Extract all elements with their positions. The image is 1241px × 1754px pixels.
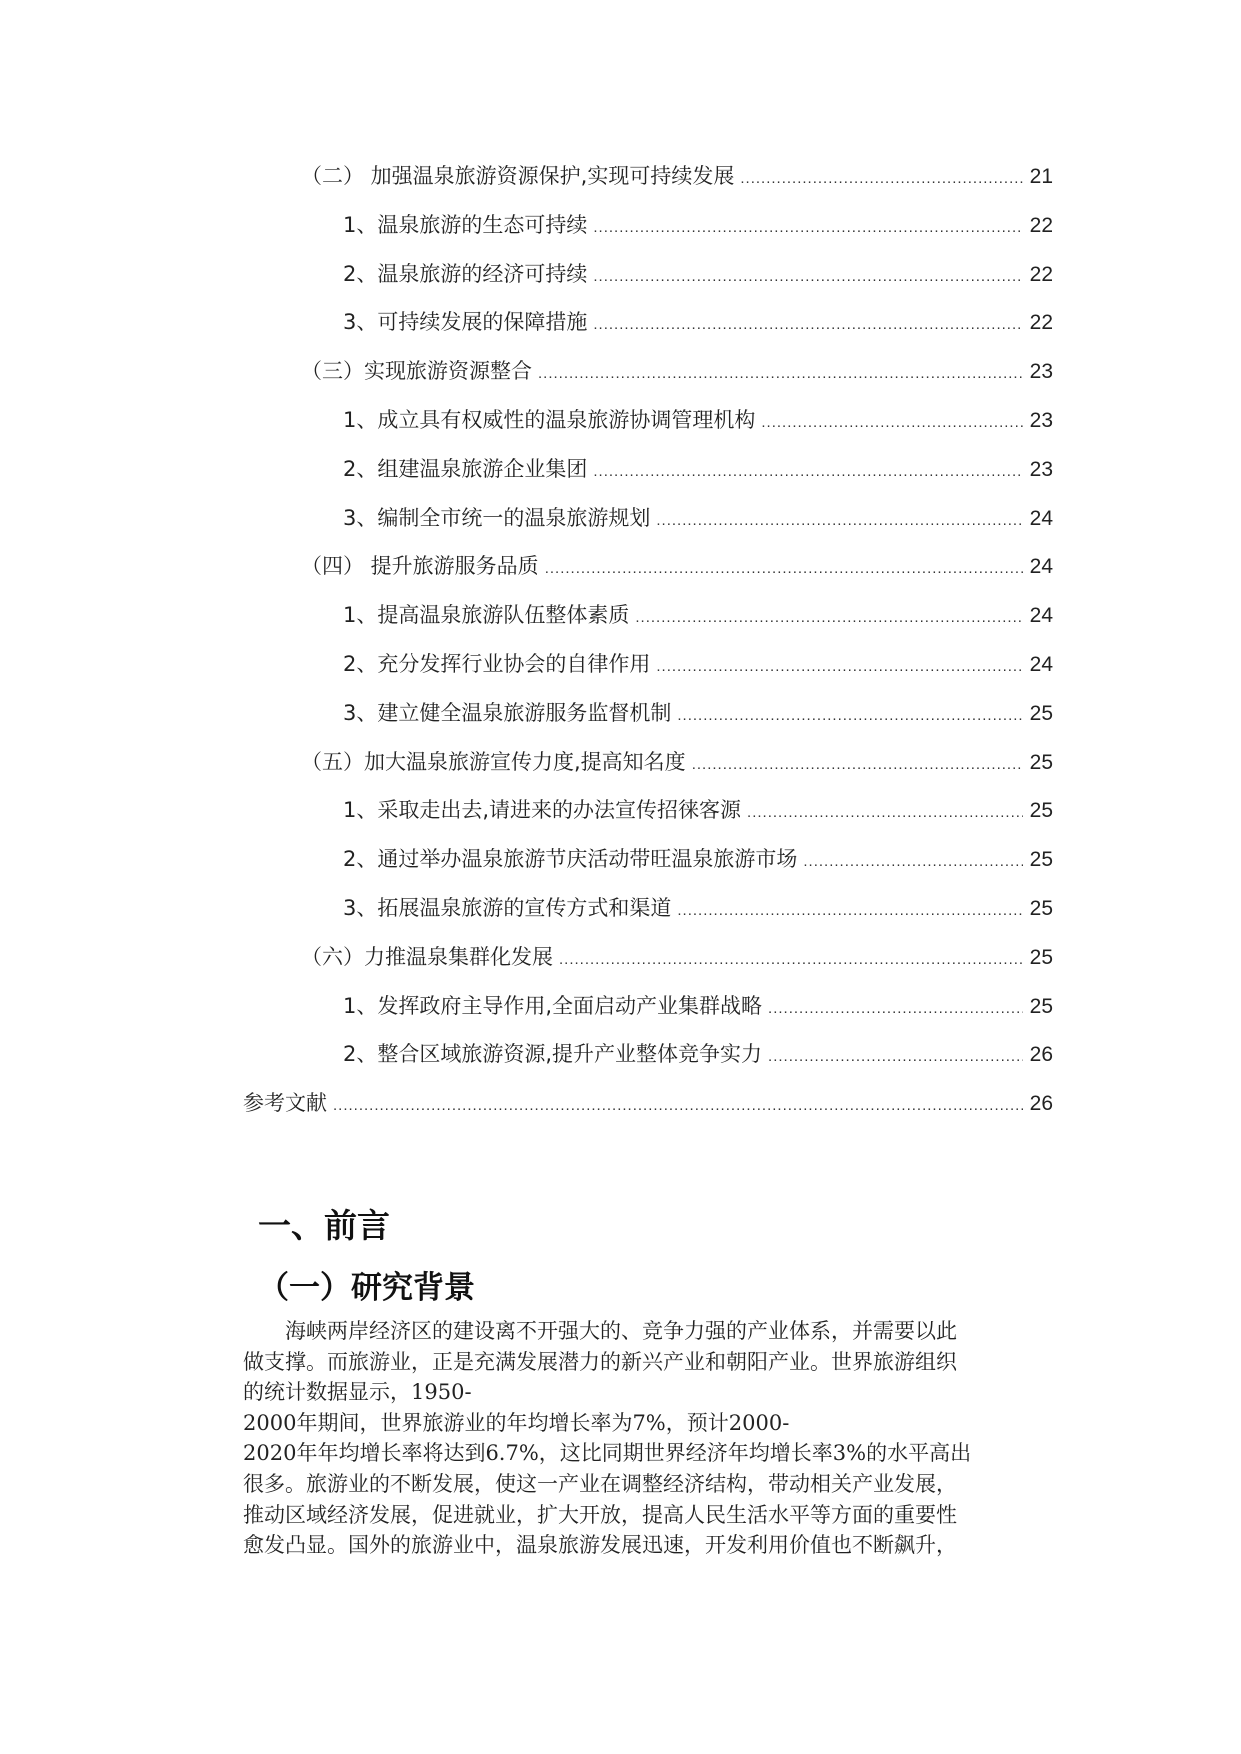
toc-entry-title: 2、充分发挥行业协会的自律作用: [343, 651, 651, 676]
toc-page-number: 24: [1029, 506, 1053, 530]
toc-entry-title: 3、可持续发展的保障措施: [343, 310, 588, 335]
toc-page-number: 23: [1029, 457, 1053, 481]
toc-dot-leader: [545, 560, 1023, 577]
toc-entry-title: 2、整合区域旅游资源,提升产业整体竞争实力: [343, 1042, 763, 1067]
toc-entry-title: 3、编制全市统一的温泉旅游规划: [343, 505, 651, 530]
toc-entry-title: 2、通过举办温泉旅游节庆活动带旺温泉旅游市场: [343, 847, 798, 872]
toc-page-number: 22: [1029, 213, 1053, 237]
toc-dot-leader: [593, 219, 1023, 236]
toc-entry[interactable]: [243, 843, 1053, 892]
toc-entry[interactable]: [243, 306, 1053, 355]
toc-entry[interactable]: [243, 404, 1053, 453]
toc-entry-title: 1、采取走出去,请进来的办法宣传招徕客源: [343, 798, 742, 823]
toc-entry-title: （二） 加强温泉旅游资源保护,实现可持续发展: [301, 164, 735, 188]
toc-entry[interactable]: [243, 892, 1053, 941]
body-line: 做支撑。而旅游业，正是充满发展潜力的新兴产业和朝阳产业。世界旅游组织: [243, 1349, 957, 1374]
toc-entry[interactable]: [243, 648, 1053, 697]
toc-entry[interactable]: [243, 258, 1053, 307]
toc-page-number: 25: [1029, 799, 1053, 823]
toc-entry[interactable]: [243, 355, 1053, 404]
body-line: 2000年期间，世界旅游业的年均增长率为7%，预计2000-: [243, 1410, 790, 1435]
toc-entry[interactable]: [243, 1038, 1053, 1087]
toc-entry-title: 2、温泉旅游的经济可持续: [343, 261, 588, 286]
toc-entry-title: 1、温泉旅游的生态可持续: [343, 212, 588, 237]
toc-dot-leader: [593, 463, 1023, 480]
toc-page-number: 24: [1029, 652, 1053, 676]
toc-page-number: 25: [1029, 701, 1053, 725]
toc-entry[interactable]: [243, 794, 1053, 843]
body-line: 推动区域经济发展，促进就业，扩大开放，提高人民生活水平等方面的重要性: [243, 1502, 957, 1527]
toc-page-number: 23: [1029, 408, 1053, 432]
toc-dot-leader: [768, 1000, 1023, 1017]
toc-dot-leader: [593, 268, 1023, 285]
toc-page-number: 25: [1029, 848, 1053, 872]
toc-entry-title: 3、建立健全温泉旅游服务监督机制: [343, 700, 672, 725]
toc-dot-leader: [677, 707, 1023, 724]
toc-page-number: 24: [1029, 555, 1053, 579]
toc-dot-leader: [677, 902, 1023, 919]
toc-entry[interactable]: [243, 697, 1053, 746]
toc-dot-leader: [593, 316, 1023, 333]
toc-page-number: 23: [1029, 360, 1053, 384]
toc-entry-title: （六）力推温泉集群化发展: [301, 944, 553, 969]
toc-entry[interactable]: [243, 990, 1053, 1039]
toc-dot-leader: [333, 1097, 1023, 1114]
toc-dot-leader: [803, 853, 1023, 870]
toc-entry-title: 1、成立具有权威性的温泉旅游协调管理机构: [343, 407, 756, 432]
toc-entry-title: 3、拓展温泉旅游的宣传方式和渠道: [343, 895, 672, 920]
toc-entry-title: 1、提高温泉旅游队伍整体素质: [343, 603, 630, 628]
section-heading: 一、前言: [258, 1206, 390, 1245]
body-line: 愈发凸显。国外的旅游业中，温泉旅游发展迅速，开发利用价值也不断飙升，: [243, 1533, 957, 1558]
toc-entry-title: （五）加大温泉旅游宣传力度,提高知名度: [301, 749, 686, 774]
toc-dot-leader: [740, 170, 1023, 187]
body-line: 的统计数据显示，1950-: [243, 1380, 472, 1405]
toc-page-number: 25: [1029, 945, 1053, 969]
body-line: 海峡两岸经济区的建设离不开强大的、竞争力强的产业体系，并需要以此: [243, 1319, 957, 1343]
toc-entry[interactable]: [243, 550, 1053, 599]
toc-page-number: 22: [1029, 262, 1053, 286]
body-line: 很多。旅游业的不断发展，使这一产业在调整经济结构，带动相关产业发展，: [243, 1471, 957, 1496]
toc-entry[interactable]: [243, 599, 1053, 648]
toc-entry[interactable]: [243, 160, 1053, 209]
toc-page-number: 26: [1029, 1043, 1053, 1067]
body-line: 2020年年均增长率将达到6.7%，这比同期世界经济年均增长率3%的水平高出: [243, 1441, 972, 1466]
toc-entry[interactable]: [243, 746, 1053, 795]
toc-entry[interactable]: [243, 941, 1053, 990]
toc-dot-leader: [768, 1048, 1023, 1065]
toc-entry-title: （四） 提升旅游服务品质: [301, 554, 539, 579]
table-of-contents: [243, 160, 1053, 1136]
toc-page-number: 22: [1029, 311, 1053, 335]
toc-dot-leader: [559, 951, 1023, 968]
toc-entry-title: 1、发挥政府主导作用,全面启动产业集群战略: [343, 993, 763, 1018]
toc-entry[interactable]: [243, 502, 1053, 551]
toc-page-number: 26: [1029, 1092, 1053, 1116]
toc-entry[interactable]: [243, 1087, 1053, 1136]
toc-dot-leader: [635, 609, 1023, 626]
toc-entry-title: 2、组建温泉旅游企业集团: [343, 456, 588, 481]
toc-entry[interactable]: [243, 209, 1053, 258]
toc-dot-leader: [692, 756, 1023, 773]
toc-dot-leader: [747, 804, 1023, 821]
toc-page-number: 25: [1029, 994, 1053, 1018]
toc-dot-leader: [656, 512, 1023, 529]
toc-dot-leader: [761, 414, 1023, 431]
toc-dot-leader: [538, 365, 1023, 382]
toc-dot-leader: [656, 658, 1023, 675]
toc-entry-title: （三）实现旅游资源整合: [301, 359, 532, 384]
toc-page-number: 24: [1029, 604, 1053, 628]
toc-page-number: 25: [1029, 896, 1053, 920]
toc-entry[interactable]: [243, 453, 1053, 502]
toc-entry-title: 参考文献: [243, 1091, 327, 1116]
body-paragraph: [243, 1316, 1045, 1561]
toc-page-number: 25: [1029, 750, 1053, 774]
toc-page-number: 21: [1029, 165, 1053, 188]
section-subheading: （一）研究背景: [258, 1270, 475, 1306]
